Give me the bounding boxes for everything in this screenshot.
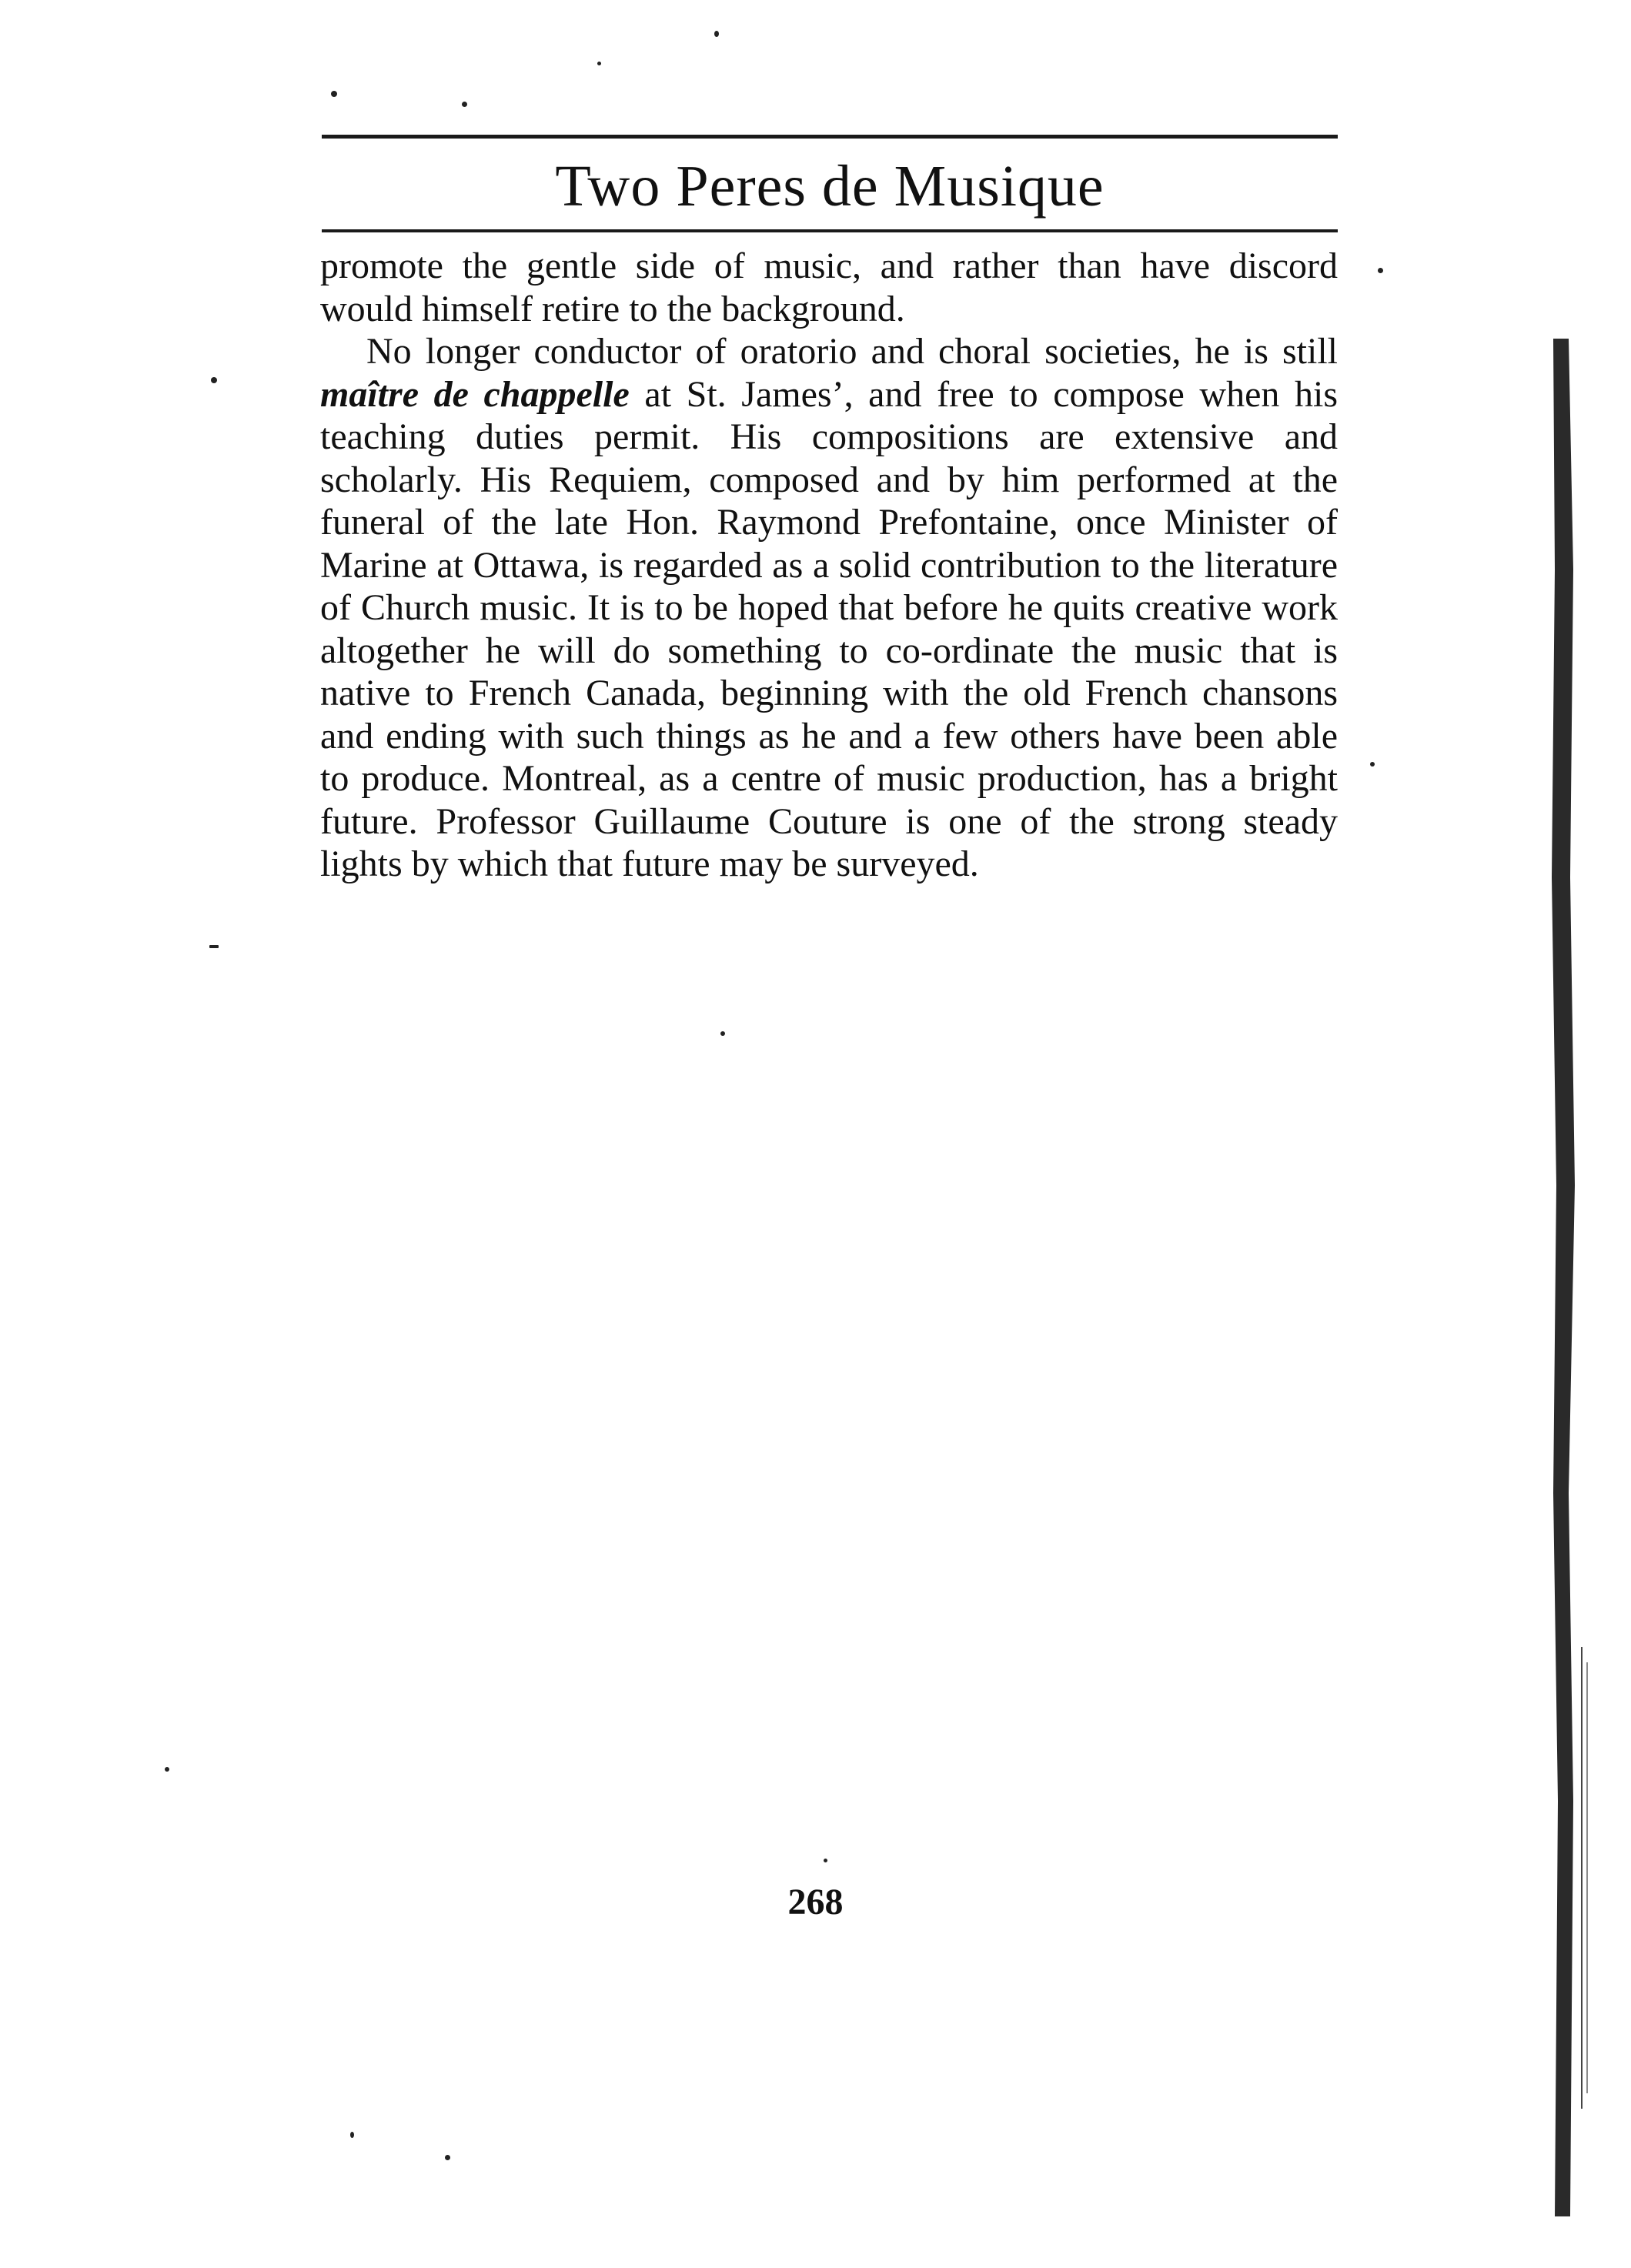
scan-speck [720,1031,725,1036]
scan-speck [445,2155,450,2160]
header-top-rule [322,135,1338,139]
page-number: 268 [787,1882,844,1922]
paragraph-2-text-end: at St. James’, and free to compose when his teaching duties permit. His compositions are extensive and scholarly. His Requiem, composed and by him performed at the funeral of the late Hon. Raymond Prefontaine, once Minister of Marine at Ottawa, is regarded as a solid contribution to the literature of Church music. It is to be hoped that before he quits creative work altogether he will do something to co-ordinate the music that is native to French Canada, beginning with the old French chansons and ending with such things as he and a few others have been able to produce. Montreal, as a centre of music production, has a bright future. Professor Guillaume Couture is one of the strong steady lights by which that future may be surveyed. [320,373,1339,884]
scan-speck [331,91,337,97]
scan-speck [714,31,719,37]
scan-speck [1378,268,1383,273]
body-text [320,245,1338,886]
scan-speck [165,1767,169,1772]
header-bottom-rule [322,229,1338,232]
scan-speck [350,2132,354,2138]
italic-phrase: maître de chappelle [320,373,630,415]
scan-speck [824,1859,827,1862]
scan-speck [597,62,601,65]
running-title: Two Peres de Musique [555,154,1105,219]
paragraph-2-text-start: No longer conductor of oratorio and choral societies, he is still [366,331,1338,372]
scan-speck [211,377,217,383]
paragraph-2 [320,330,1338,886]
scan-speck [1370,762,1375,767]
paragraph-1-text: promote the gentle side of music, and rather than have discord would himself retire to the background. [320,246,1338,329]
paragraph-1 [320,245,1338,330]
binding-shadow [1547,339,1593,2216]
scan-speck [209,945,219,948]
scan-speck [462,102,467,107]
